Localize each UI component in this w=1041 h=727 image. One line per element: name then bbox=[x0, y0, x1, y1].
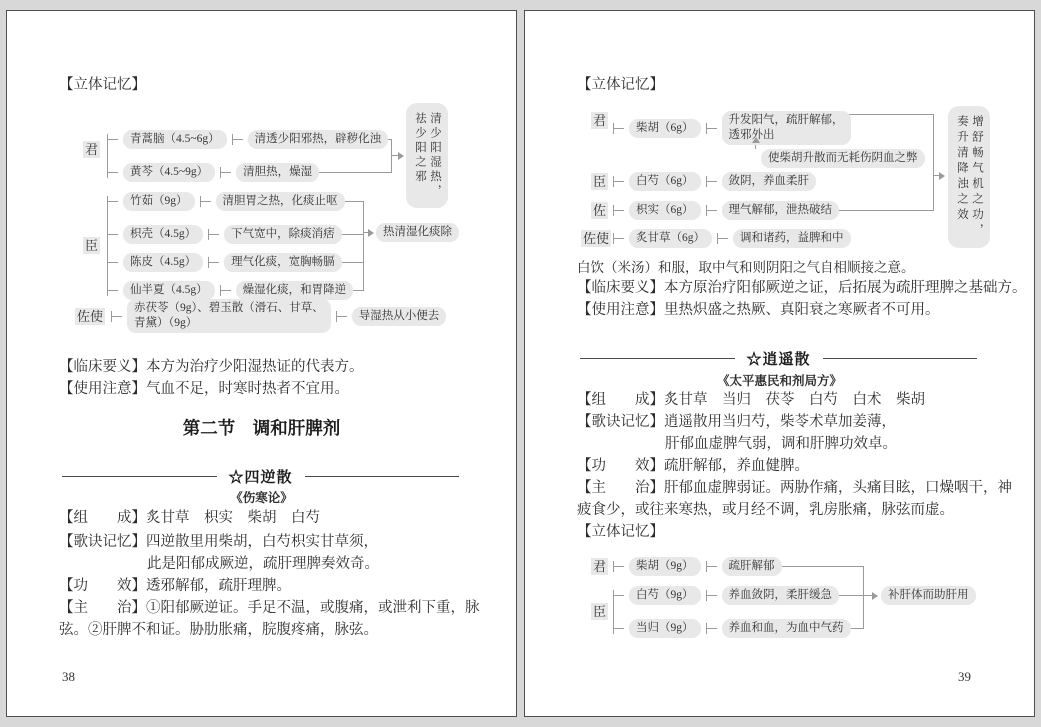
connector-tick bbox=[613, 176, 624, 187]
connector-line bbox=[391, 139, 392, 173]
bracket-line bbox=[107, 201, 108, 291]
formula-title-row bbox=[580, 349, 977, 367]
connector-tick bbox=[613, 623, 624, 634]
arrow-right-icon bbox=[939, 172, 945, 180]
diagram-row bbox=[107, 130, 388, 149]
caution-note: 【使用注意】里热炽盛之热厥、真阳衰之寒厥者不可用。 bbox=[577, 302, 940, 318]
function-box: 疏肝解郁 bbox=[722, 557, 782, 576]
title-rule-left bbox=[580, 358, 735, 359]
diagram-row bbox=[107, 163, 319, 182]
connector-tick bbox=[336, 311, 347, 322]
herb-box: 枳壳（4.5g） bbox=[123, 225, 203, 244]
function-box: 理气化痰，宽胸畅膈 bbox=[224, 253, 342, 272]
herb-box: 白芍（9g） bbox=[629, 586, 701, 605]
diagram-row bbox=[613, 557, 782, 576]
composition-line: 【组 成】炙甘草 当归 茯苓 白芍 白术 柴胡 bbox=[577, 392, 925, 408]
page-right bbox=[524, 10, 1035, 717]
connector-tick bbox=[208, 229, 219, 240]
diagram-row bbox=[613, 619, 851, 638]
connector-tick bbox=[107, 257, 118, 268]
connector-tick bbox=[200, 196, 211, 207]
function-box bbox=[722, 111, 851, 145]
indication-line-1: 【主 治】①阳郁厥逆证。手足不温，或腹痛，或泄利下重，脉 bbox=[59, 600, 480, 616]
formula-title-row bbox=[62, 467, 459, 485]
diagram-row bbox=[107, 225, 342, 244]
summary-vertical-box bbox=[406, 103, 448, 208]
composition-line: 【组 成】炙甘草 枳实 柴胡 白芍 bbox=[59, 510, 320, 526]
function-box: 敛阴，养血柔肝 bbox=[722, 172, 817, 191]
connector-tick bbox=[706, 561, 717, 572]
summary-text: 祛少阳之邪 bbox=[414, 112, 426, 185]
connector-tick bbox=[613, 123, 624, 134]
connector-line bbox=[933, 114, 934, 211]
connector-tick bbox=[220, 285, 231, 296]
diagram-row bbox=[613, 172, 816, 191]
function-text: 透邪外出 bbox=[728, 129, 775, 141]
diagram-row bbox=[613, 111, 851, 145]
function-box: 清透少阳邪热，辟秽化浊 bbox=[248, 130, 389, 149]
role-label-chen: 臣 bbox=[85, 238, 99, 253]
title-rule-left bbox=[62, 476, 217, 477]
arrow-right-icon bbox=[872, 592, 878, 600]
section-heading: 第二节 调和肝脾剂 bbox=[182, 418, 341, 438]
function-box: 下气宽中，除痰消痞 bbox=[224, 225, 342, 244]
connector-tick bbox=[717, 233, 728, 244]
function-box: 清胆胃之热，化痰止呕 bbox=[216, 192, 345, 211]
herb-box: 柴胡（6g） bbox=[629, 119, 701, 138]
connector-tick bbox=[706, 205, 717, 216]
herb-box: 柴胡（9g） bbox=[629, 557, 701, 576]
herb-box: 竹茹（9g） bbox=[123, 192, 195, 211]
formula-title: ☆四逆散 bbox=[228, 469, 293, 486]
page-number: 38 bbox=[62, 669, 75, 684]
indication-line-2: 疲食少，或往来寒热，或月经不调，乳房胀痛，脉弦而虚。 bbox=[577, 502, 954, 518]
arrow-right-icon bbox=[398, 152, 404, 160]
connector-tick bbox=[613, 590, 624, 601]
summary-box: 补肝体而助肝用 bbox=[881, 586, 976, 605]
diagram-row bbox=[111, 299, 446, 333]
role-label-jun: 君 bbox=[593, 559, 607, 574]
song-line-2: 此是阳郁成厥逆，疏肝理脾奏效奇。 bbox=[147, 556, 379, 572]
role-label-zuoshi: 佐使 bbox=[583, 231, 610, 246]
connector-tick bbox=[107, 167, 118, 178]
arrow-up-icon bbox=[752, 137, 760, 143]
stereo-memory-label: 【立体记忆】 bbox=[577, 524, 664, 540]
page-left bbox=[6, 10, 517, 717]
song-line-1: 【歌诀记忆】四逆散里用柴胡，白芍枳实甘草须， bbox=[59, 534, 378, 550]
diagram-row bbox=[107, 253, 342, 272]
connector-tick bbox=[706, 590, 717, 601]
diagram-row bbox=[107, 281, 353, 300]
herb-text: 青黛）（9g） bbox=[134, 317, 198, 329]
stereo-memory-label: 【立体记忆】 bbox=[59, 77, 146, 93]
effect-line: 【功 效】透邪解郁，疏肝理脾。 bbox=[59, 578, 291, 594]
diagram-row bbox=[613, 586, 839, 605]
caution-note: 【使用注意】气血不足，时寒时热者不宜用。 bbox=[59, 381, 349, 397]
summary-text: 清少阳湿热， bbox=[429, 112, 441, 199]
title-rule-right bbox=[823, 358, 978, 359]
function-box: 导湿热从小便去 bbox=[352, 307, 447, 326]
connector-tick bbox=[706, 123, 717, 134]
function-box: 燥湿化痰，和胃降逆 bbox=[236, 281, 354, 300]
herb-box: 白芍（6g） bbox=[629, 172, 701, 191]
connector-tick bbox=[706, 176, 717, 187]
function-box: 调和诸药，益脾和中 bbox=[733, 229, 851, 248]
connector-tick bbox=[706, 623, 717, 634]
summary-box: 热清湿化痰除 bbox=[376, 223, 459, 242]
formula-title: ☆逍遥散 bbox=[746, 351, 811, 368]
role-label-jun: 君 bbox=[85, 142, 99, 157]
song-line-1: 【歌诀记忆】逍遥散用当归芍，柴苓术草加姜薄， bbox=[577, 414, 896, 430]
diagram-row bbox=[613, 201, 839, 220]
function-box: 清胆热，燥湿 bbox=[236, 163, 319, 182]
herb-box bbox=[127, 299, 331, 333]
connector-line bbox=[363, 201, 364, 291]
herb-box: 炙甘草（6g） bbox=[629, 229, 712, 248]
connector-tick bbox=[208, 257, 219, 268]
herb-box: 仙半夏（4.5g） bbox=[123, 281, 215, 300]
summary-text: 奏升清降浊之效 bbox=[956, 115, 968, 224]
effect-line: 【功 效】疏肝解郁，养血健脾。 bbox=[577, 458, 809, 474]
herb-box: 当归（9g） bbox=[629, 619, 701, 638]
clinical-note: 【临床要义】本方原治疗阳郁厥逆之证，后拓展为疏肝理脾之基础方。 bbox=[577, 280, 1027, 296]
connector-tick bbox=[613, 561, 624, 572]
herb-box: 陈皮（4.5g） bbox=[123, 253, 203, 272]
usage-note: 白饮（米汤）和服，取中气和则阴阳之气自相顺接之意。 bbox=[577, 260, 915, 275]
herb-box: 枳实（6g） bbox=[629, 201, 701, 220]
role-label-chen: 臣 bbox=[593, 174, 607, 189]
connector-tick bbox=[613, 233, 624, 244]
role-label-zuoshi: 佐使 bbox=[77, 309, 104, 324]
title-rule-right bbox=[305, 476, 460, 477]
connector-tick bbox=[232, 134, 243, 145]
formula-source: 《太平惠民和剂局方》 bbox=[716, 374, 842, 388]
function-box: 理气解郁，泄热破结 bbox=[722, 201, 840, 220]
song-line-2: 肝郁血虚脾气弱，调和肝脾功效卓。 bbox=[665, 436, 897, 452]
summary-text: 增舒畅气机之功， bbox=[971, 115, 983, 239]
connector-tick bbox=[111, 311, 122, 322]
connector-tick bbox=[107, 285, 118, 296]
summary-vertical-box bbox=[948, 106, 990, 248]
function-box: 养血和血，为血中气药 bbox=[722, 619, 851, 638]
indication-line-2: 弦。②肝脾不和证。胁肋胀痛，脘腹疼痛，脉弦。 bbox=[59, 622, 378, 638]
connector-tick bbox=[613, 205, 624, 216]
function-box: 养血敛阴，柔肝缓急 bbox=[722, 586, 840, 605]
clinical-note: 【临床要义】本方为治疗少阳湿热证的代表方。 bbox=[59, 359, 364, 375]
connector-tick bbox=[220, 167, 231, 178]
connector-line bbox=[863, 566, 864, 629]
diagram-row bbox=[107, 192, 345, 211]
indication-line-1: 【主 治】肝郁血虚脾弱证。两胁作痛，头痛目眩，口燥咽干，神 bbox=[577, 480, 1012, 496]
page-number: 39 bbox=[958, 669, 971, 684]
herb-text: 赤茯苓（9g）、碧玉散（滑石、甘草、 bbox=[134, 302, 324, 314]
diagram-row bbox=[613, 229, 851, 248]
stereo-memory-label: 【立体记忆】 bbox=[577, 77, 664, 93]
formula-source: 《伤寒论》 bbox=[230, 491, 293, 505]
function-text: 升发阳气，疏肝解郁， bbox=[728, 114, 844, 126]
role-label-zuo: 佐 bbox=[593, 203, 607, 218]
arrow-right-icon bbox=[368, 229, 374, 237]
herb-box: 青蒿脑（4.5~6g） bbox=[123, 130, 227, 149]
connector-tick bbox=[107, 196, 118, 207]
herb-box: 黄芩（4.5~9g） bbox=[123, 163, 215, 182]
connector-tick bbox=[107, 134, 118, 145]
role-label-jun: 君 bbox=[593, 113, 607, 128]
role-label-chen: 臣 bbox=[593, 604, 607, 619]
note-box: 使柴胡升散而无耗伤阴血之弊 bbox=[761, 149, 925, 168]
connector-tick bbox=[107, 229, 118, 240]
